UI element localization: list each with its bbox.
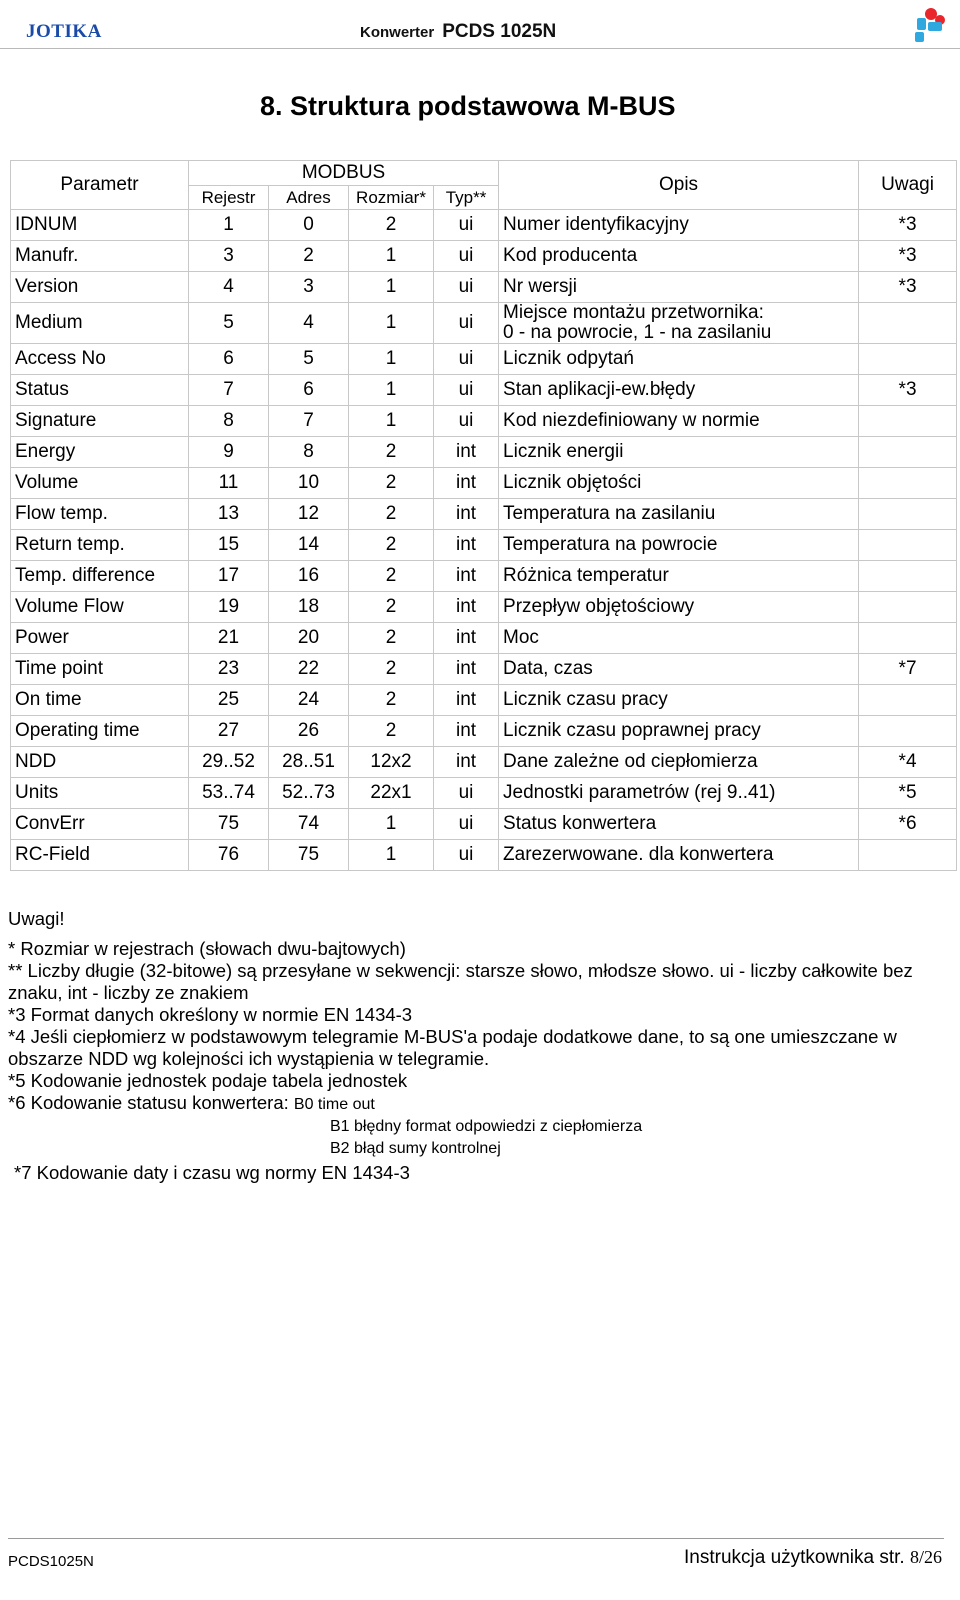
header-uwagi: Uwagi xyxy=(859,161,957,210)
brand-name: JOTIKA xyxy=(26,21,102,42)
header-adres: Adres xyxy=(269,186,349,210)
cell-parametr: Access No xyxy=(11,344,189,375)
table-row xyxy=(11,241,957,272)
cell-adres: 16 xyxy=(269,561,349,592)
cell-rozmiar: 22x1 xyxy=(349,778,434,809)
page-header xyxy=(0,0,960,49)
cell-opis: Przepływ objętościowy xyxy=(499,592,859,623)
cell-parametr: Power xyxy=(11,623,189,654)
cell-adres: 24 xyxy=(269,685,349,716)
table-row xyxy=(11,592,957,623)
note-6-b1: B1 błędny format odpowiedzi z ciepłomierza xyxy=(330,1118,643,1135)
cell-parametr: Temp. difference xyxy=(11,561,189,592)
cell-rejestr: 11 xyxy=(189,468,269,499)
cell-rozmiar: 12x2 xyxy=(349,747,434,778)
cell-rozmiar: 2 xyxy=(349,210,434,241)
cell-opis: Licznik czasu pracy xyxy=(499,685,859,716)
header-rejestr: Rejestr xyxy=(189,186,269,210)
cell-adres: 3 xyxy=(269,272,349,303)
cell-rejestr: 17 xyxy=(189,561,269,592)
cell-opis: Kod niezdefiniowany w normie xyxy=(499,406,859,437)
cell-adres: 2 xyxy=(269,241,349,272)
cell-rozmiar: 1 xyxy=(349,303,434,344)
cell-adres: 0 xyxy=(269,210,349,241)
cell-typ: int xyxy=(434,623,499,654)
cell-typ: ui xyxy=(434,210,499,241)
cell-opis: Licznik czasu poprawnej pracy xyxy=(499,716,859,747)
cell-typ: ui xyxy=(434,778,499,809)
cell-adres: 12 xyxy=(269,499,349,530)
note-6 xyxy=(8,1092,928,1116)
cell-uwagi: *3 xyxy=(859,241,957,272)
cell-uwagi: *6 xyxy=(859,809,957,840)
cell-parametr: Manufr. xyxy=(11,241,189,272)
table-row xyxy=(11,716,957,747)
cell-adres: 14 xyxy=(269,530,349,561)
footer-divider xyxy=(8,1538,944,1539)
table-row xyxy=(11,747,957,778)
notes-section xyxy=(8,908,928,1184)
cell-parametr: Status xyxy=(11,375,189,406)
cell-opis: Zarezerwowane. dla konwertera xyxy=(499,840,859,871)
cell-typ: int xyxy=(434,685,499,716)
cell-typ: int xyxy=(434,654,499,685)
cell-rozmiar: 2 xyxy=(349,561,434,592)
cell-typ: int xyxy=(434,592,499,623)
cell-opis: Temperatura na powrocie xyxy=(499,530,859,561)
cell-adres: 28..51 xyxy=(269,747,349,778)
cell-opis: Stan aplikacji-ew.błędy xyxy=(499,375,859,406)
cell-rejestr: 13 xyxy=(189,499,269,530)
cell-parametr: Volume xyxy=(11,468,189,499)
cell-opis: Kod producenta xyxy=(499,241,859,272)
cell-opis: Temperatura na zasilaniu xyxy=(499,499,859,530)
table-row xyxy=(11,530,957,561)
cell-opis: Dane zależne od ciepłomierza xyxy=(499,747,859,778)
cell-uwagi: *7 xyxy=(859,654,957,685)
document-title xyxy=(360,21,556,43)
cell-parametr: ConvErr xyxy=(11,809,189,840)
table-row xyxy=(11,809,957,840)
header-rozmiar: Rozmiar* xyxy=(349,186,434,210)
cell-rejestr: 6 xyxy=(189,344,269,375)
doc-prefix: Konwerter xyxy=(360,24,435,41)
notes-title: Uwagi! xyxy=(8,908,65,929)
cell-rozmiar: 2 xyxy=(349,530,434,561)
cell-rejestr: 23 xyxy=(189,654,269,685)
cell-parametr: Signature xyxy=(11,406,189,437)
cell-rejestr: 75 xyxy=(189,809,269,840)
cell-rejestr: 3 xyxy=(189,241,269,272)
cell-rozmiar: 1 xyxy=(349,344,434,375)
table-header-row xyxy=(11,161,957,186)
cell-rejestr: 76 xyxy=(189,840,269,871)
cell-parametr: On time xyxy=(11,685,189,716)
cell-typ: ui xyxy=(434,809,499,840)
table-row xyxy=(11,623,957,654)
mbus-structure-table xyxy=(10,160,957,871)
table-row xyxy=(11,561,957,592)
cell-uwagi xyxy=(859,468,957,499)
cell-uwagi xyxy=(859,530,957,561)
cell-opis-line: 0 - na powrocie, 1 - na zasilaniu xyxy=(503,322,772,343)
table-row xyxy=(11,303,957,344)
cell-rejestr: 9 xyxy=(189,437,269,468)
cell-uwagi: *3 xyxy=(859,375,957,406)
cell-uwagi xyxy=(859,592,957,623)
footer-page-number: 8/26 xyxy=(909,1547,942,1567)
cell-parametr: RC-Field xyxy=(11,840,189,871)
cell-typ: int xyxy=(434,437,499,468)
cell-opis: Moc xyxy=(499,623,859,654)
note-5: *5 Kodowanie jednostek podaje tabela jednostek xyxy=(8,1070,408,1091)
table-row xyxy=(11,437,957,468)
table-row xyxy=(11,654,957,685)
cell-rejestr: 21 xyxy=(189,623,269,654)
cell-opis: Licznik objętości xyxy=(499,468,859,499)
section-title: 8. Struktura podstawowa M-BUS xyxy=(260,91,676,121)
cell-rejestr: 19 xyxy=(189,592,269,623)
cell-opis: Licznik odpytań xyxy=(499,344,859,375)
cell-parametr: Time point xyxy=(11,654,189,685)
cell-typ: int xyxy=(434,499,499,530)
cell-typ: int xyxy=(434,561,499,592)
table-row xyxy=(11,406,957,437)
cell-adres: 10 xyxy=(269,468,349,499)
cell-parametr: Operating time xyxy=(11,716,189,747)
note-6-prefix: *6 Kodowanie statusu konwertera: xyxy=(8,1092,289,1113)
table-row xyxy=(11,344,957,375)
cell-opis: Status konwertera xyxy=(499,809,859,840)
footer-model: PCDS1025N xyxy=(8,1553,94,1570)
cell-rozmiar: 1 xyxy=(349,241,434,272)
cell-uwagi xyxy=(859,623,957,654)
cell-parametr: Units xyxy=(11,778,189,809)
cell-typ: int xyxy=(434,530,499,561)
cell-rozmiar: 1 xyxy=(349,406,434,437)
note-6-b2: B2 błąd sumy kontrolnej xyxy=(330,1140,501,1157)
cell-adres: 75 xyxy=(269,840,349,871)
table-row xyxy=(11,375,957,406)
cell-adres: 7 xyxy=(269,406,349,437)
header-parametr: Parametr xyxy=(11,161,189,210)
cell-rejestr: 25 xyxy=(189,685,269,716)
table-row xyxy=(11,778,957,809)
cell-uwagi xyxy=(859,437,957,468)
cell-rozmiar: 1 xyxy=(349,375,434,406)
cell-rozmiar: 2 xyxy=(349,437,434,468)
cell-adres: 18 xyxy=(269,592,349,623)
cell-opis-line: Miejsce montażu przetwornika: xyxy=(503,302,764,323)
cell-typ: ui xyxy=(434,241,499,272)
cell-rozmiar: 2 xyxy=(349,592,434,623)
cell-parametr: Return temp. xyxy=(11,530,189,561)
cell-typ: ui xyxy=(434,840,499,871)
table-row xyxy=(11,210,957,241)
cell-adres: 20 xyxy=(269,623,349,654)
note-3: *3 Format danych określony w normie EN 1434-3 xyxy=(8,1004,413,1025)
note-1: * Rozmiar w rejestrach (słowach dwu-bajtowych) xyxy=(8,938,406,959)
header-typ: Typ** xyxy=(434,186,499,210)
table-row xyxy=(11,272,957,303)
cell-opis xyxy=(499,303,859,344)
cell-rejestr: 53..74 xyxy=(189,778,269,809)
cell-adres: 8 xyxy=(269,437,349,468)
footer-page-info xyxy=(684,1547,942,1569)
cell-uwagi xyxy=(859,303,957,344)
cell-adres: 6 xyxy=(269,375,349,406)
cell-rejestr: 27 xyxy=(189,716,269,747)
cell-parametr: Energy xyxy=(11,437,189,468)
cell-typ: ui xyxy=(434,375,499,406)
cell-opis: Numer identyfikacyjny xyxy=(499,210,859,241)
cell-uwagi: *4 xyxy=(859,747,957,778)
cell-uwagi xyxy=(859,344,957,375)
jotika-logo-icon xyxy=(912,6,948,44)
cell-adres: 4 xyxy=(269,303,349,344)
footer-manual-label: Instrukcja użytkownika str. xyxy=(684,1547,905,1568)
cell-typ: int xyxy=(434,468,499,499)
cell-rejestr: 8 xyxy=(189,406,269,437)
cell-rejestr: 29..52 xyxy=(189,747,269,778)
cell-uwagi xyxy=(859,685,957,716)
cell-opis: Różnica temperatur xyxy=(499,561,859,592)
cell-uwagi: *3 xyxy=(859,210,957,241)
cell-parametr: Medium xyxy=(11,303,189,344)
table-row xyxy=(11,685,957,716)
cell-adres: 22 xyxy=(269,654,349,685)
cell-adres: 52..73 xyxy=(269,778,349,809)
cell-uwagi xyxy=(859,716,957,747)
cell-rozmiar: 2 xyxy=(349,468,434,499)
cell-typ: ui xyxy=(434,344,499,375)
cell-rejestr: 5 xyxy=(189,303,269,344)
cell-parametr: Flow temp. xyxy=(11,499,189,530)
note-4: *4 Jeśli ciepłomierz w podstawowym telegramie M-BUS'a podaje dodatkowe dane, to są one umieszczane w obszarze NDD wg kolejności ich wystąpienia w telegramie. xyxy=(8,1026,897,1069)
note-6-b0: B0 time out xyxy=(293,1096,375,1113)
cell-rozmiar: 2 xyxy=(349,499,434,530)
cell-opis: Nr wersji xyxy=(499,272,859,303)
note-7: *7 Kodowanie daty i czasu wg normy EN 1434-3 xyxy=(14,1162,410,1183)
cell-typ: int xyxy=(434,716,499,747)
table-row xyxy=(11,840,957,871)
cell-typ: ui xyxy=(434,406,499,437)
cell-adres: 26 xyxy=(269,716,349,747)
cell-typ: int xyxy=(434,747,499,778)
cell-opis: Data, czas xyxy=(499,654,859,685)
doc-model: PCDS 1025N xyxy=(442,21,557,42)
cell-opis: Licznik energii xyxy=(499,437,859,468)
cell-uwagi xyxy=(859,406,957,437)
cell-parametr: NDD xyxy=(11,747,189,778)
cell-rozmiar: 2 xyxy=(349,623,434,654)
note-2: ** Liczby długie (32-bitowe) są przesyłane w sekwencji: starsze słowo, młodsze słowo. ui - liczby całkowite bez znaku, int - liczby ze znakiem xyxy=(8,960,913,1003)
cell-parametr: Version xyxy=(11,272,189,303)
cell-uwagi xyxy=(859,499,957,530)
cell-opis: Jednostki parametrów (rej 9..41) xyxy=(499,778,859,809)
table-row xyxy=(11,499,957,530)
header-opis: Opis xyxy=(499,161,859,210)
cell-uwagi xyxy=(859,840,957,871)
cell-rejestr: 7 xyxy=(189,375,269,406)
table-row xyxy=(11,468,957,499)
cell-typ: ui xyxy=(434,303,499,344)
cell-rejestr: 4 xyxy=(189,272,269,303)
cell-adres: 74 xyxy=(269,809,349,840)
cell-rozmiar: 2 xyxy=(349,685,434,716)
cell-rozmiar: 1 xyxy=(349,809,434,840)
cell-rozmiar: 1 xyxy=(349,272,434,303)
cell-parametr: IDNUM xyxy=(11,210,189,241)
cell-parametr: Volume Flow xyxy=(11,592,189,623)
table-body xyxy=(11,210,957,871)
cell-uwagi xyxy=(859,561,957,592)
cell-rejestr: 1 xyxy=(189,210,269,241)
cell-adres: 5 xyxy=(269,344,349,375)
cell-uwagi: *5 xyxy=(859,778,957,809)
cell-rozmiar: 2 xyxy=(349,716,434,747)
cell-uwagi: *3 xyxy=(859,272,957,303)
cell-typ: ui xyxy=(434,272,499,303)
cell-rozmiar: 2 xyxy=(349,654,434,685)
cell-rejestr: 15 xyxy=(189,530,269,561)
cell-rozmiar: 1 xyxy=(349,840,434,871)
header-modbus: MODBUS xyxy=(189,161,499,186)
